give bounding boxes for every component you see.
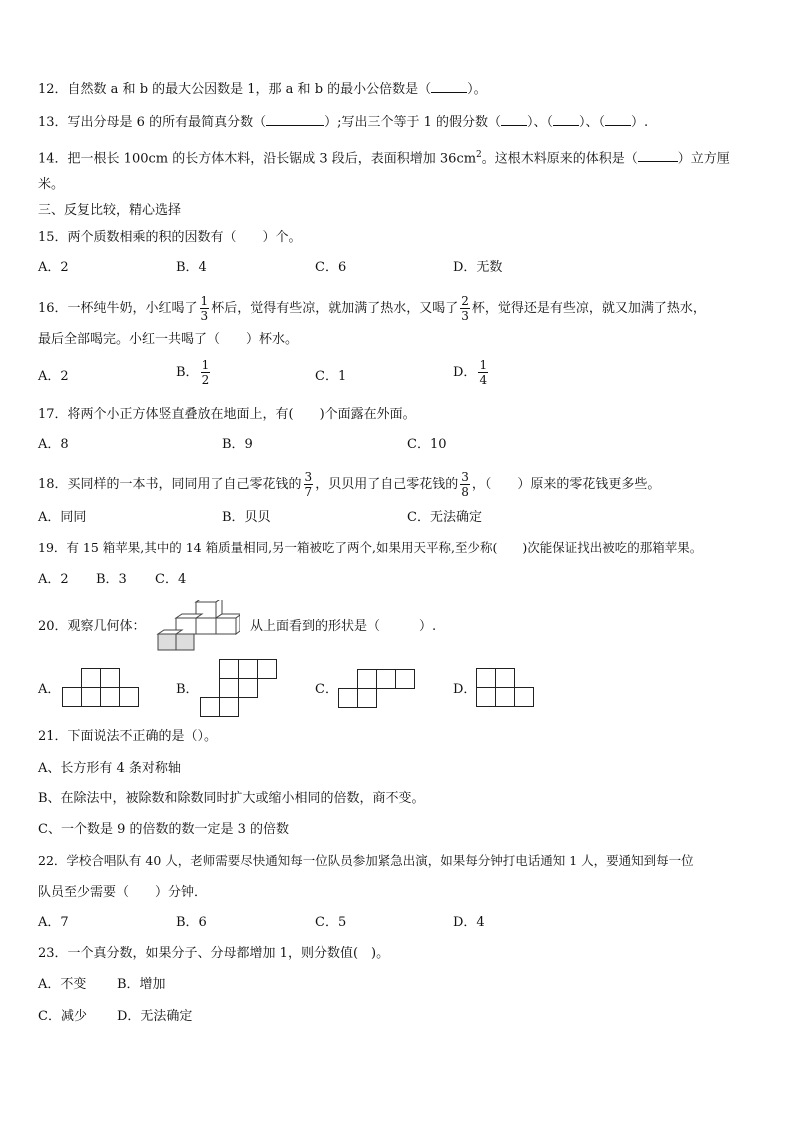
q16-option-a[interactable]: A．2 <box>38 369 69 384</box>
q21-option-b[interactable]: B、在除法中，被除数和除数同时扩大或缩小相同的倍数，商不变。 <box>38 791 425 806</box>
q23-option-a[interactable]: A．不变 <box>38 977 87 992</box>
answer-blank[interactable] <box>638 149 678 162</box>
q17-option-c[interactable]: C．10 <box>407 437 447 452</box>
q18-option-c[interactable]: C．无法确定 <box>407 510 482 525</box>
q20-stem-a: 20．观察几何体： <box>38 619 146 634</box>
q12-line: 12．自然数 a 和 b 的最大公因数是 1，那 a 和 b 的最小公倍数是（ ）。 <box>38 82 487 97</box>
q23-option-d[interactable]: D．无法确定 <box>117 1009 193 1024</box>
q13-line: 13．写出分母是 6 的所有最简真分数（ ）;写出三个等于 1 的假分数（ ）、（ ）、（ ）. <box>38 115 649 130</box>
q19-stem: 19．有 15 箱苹果,其中的 14 箱质量相同,另一箱被吃了两个,如果用天平称,至少称( )次能保证找出被吃的那箱苹果。 <box>38 540 703 555</box>
q17-option-b[interactable]: B．9 <box>222 437 253 452</box>
q16-option-b[interactable]: B． $\frac{1}{2}$ <box>176 358 210 387</box>
q23-stem: 23．一个真分数，如果分子、分母都增加 1，则分数值( )。 <box>38 946 390 961</box>
q20-option-a[interactable]: A． <box>38 682 61 697</box>
fraction: $\frac{1}{2}$ <box>201 358 210 387</box>
q15-option-d[interactable]: D．无数 <box>453 260 503 275</box>
q20-stem-b: 从上面看到的形状是（ ）. <box>250 619 437 634</box>
q18-option-a[interactable]: A．同同 <box>38 510 87 525</box>
q23-option-c[interactable]: C．减少 <box>38 1009 87 1024</box>
answer-blank[interactable] <box>501 113 527 126</box>
q15-option-c[interactable]: C．6 <box>315 260 347 275</box>
q20-option-c[interactable]: C． <box>315 682 338 697</box>
answer-blank[interactable] <box>266 113 324 126</box>
q18-line: 18．买同样的一本书，同同用了自己零花钱的 $\frac{3}{7}$ ，贝贝用了自己零花钱的 $\frac{3}{8}$ ，（ ）原来的零花钱更多些。 <box>38 470 661 499</box>
fraction: $\frac{2}{3}$ <box>461 294 469 323</box>
option-b-grid <box>200 659 280 719</box>
q21-option-c[interactable]: C、一个数是 9 的倍数的数一定是 3 的倍数 <box>38 822 290 837</box>
q22-option-a[interactable]: A．7 <box>38 915 69 930</box>
q20-option-b[interactable]: B． <box>176 682 199 697</box>
q23-option-b[interactable]: B．增加 <box>117 977 166 992</box>
q14-line1: 14．把一根长 100cm 的长方体木料，沿长锯成 3 段后，表面积增加 $36cm^2$。这根木料原来的体积是（ ）立方厘 <box>38 150 730 167</box>
q22-option-c[interactable]: C．5 <box>315 915 347 930</box>
q15-stem: 15．两个质数相乘的积的因数有（ ）个。 <box>38 230 302 245</box>
q18-option-b[interactable]: B．贝贝 <box>222 510 271 525</box>
option-d-grid <box>476 668 536 710</box>
q22-line2: 队员至少需要（ ）分钟． <box>38 885 208 900</box>
q17-stem: 17．将两个小正方体竖直叠放在地面上，有( )个面露在外面。 <box>38 407 416 422</box>
q22-option-b[interactable]: B．6 <box>176 915 207 930</box>
q19-option-c[interactable]: C．4 <box>155 572 187 587</box>
q15-option-a[interactable]: A．2 <box>38 260 69 275</box>
answer-blank[interactable] <box>553 113 579 126</box>
cube-solid-figure <box>156 600 240 652</box>
fraction: $\frac{1}{4}$ <box>479 358 488 387</box>
q14-line2: 米。 <box>38 177 65 192</box>
q15-option-b[interactable]: B．4 <box>176 260 207 275</box>
q19-option-a[interactable]: A．2 <box>38 572 69 587</box>
section-title: 三、反复比较，精心选择 <box>38 203 182 218</box>
q16-line2: 最后全部喝完。小红一共喝了（ ）杯水。 <box>38 332 299 347</box>
q16-option-c[interactable]: C．1 <box>315 369 347 384</box>
answer-blank[interactable] <box>605 113 631 126</box>
option-a-grid <box>62 668 140 710</box>
q19-option-b[interactable]: B．3 <box>96 572 127 587</box>
answer-blank[interactable] <box>431 80 467 93</box>
q17-option-a[interactable]: A．8 <box>38 437 69 452</box>
q22-option-d[interactable]: D．4 <box>453 915 485 930</box>
option-c-grid <box>338 669 418 711</box>
q20-option-d[interactable]: D． <box>453 682 477 697</box>
q21-option-a[interactable]: A、长方形有 4 条对称轴 <box>38 761 181 776</box>
q21-stem: 21．下面说法不正确的是（）。 <box>38 729 218 744</box>
fraction: $\frac{3}{7}$ <box>304 470 313 499</box>
q22-line1: 22．学校合唱队有 40 人，老师需要尽快通知每一位队员参加紧急出演，如果每分钟打电话通知 1 人，要通知到每一位 <box>38 853 694 868</box>
fraction: $\frac{3}{8}$ <box>461 470 469 499</box>
fraction: $\frac{1}{3}$ <box>200 294 209 323</box>
q16-option-d[interactable]: D． $\frac{1}{4}$ <box>453 358 488 387</box>
q16-line1: 16．一杯纯牛奶，小红喝了 $\frac{1}{3}$ 杯后，觉得有些凉，就加满了热水，又喝了 $\frac{2}{3}$ 杯，觉得还是有些凉，就又加满了热水， <box>38 294 706 323</box>
